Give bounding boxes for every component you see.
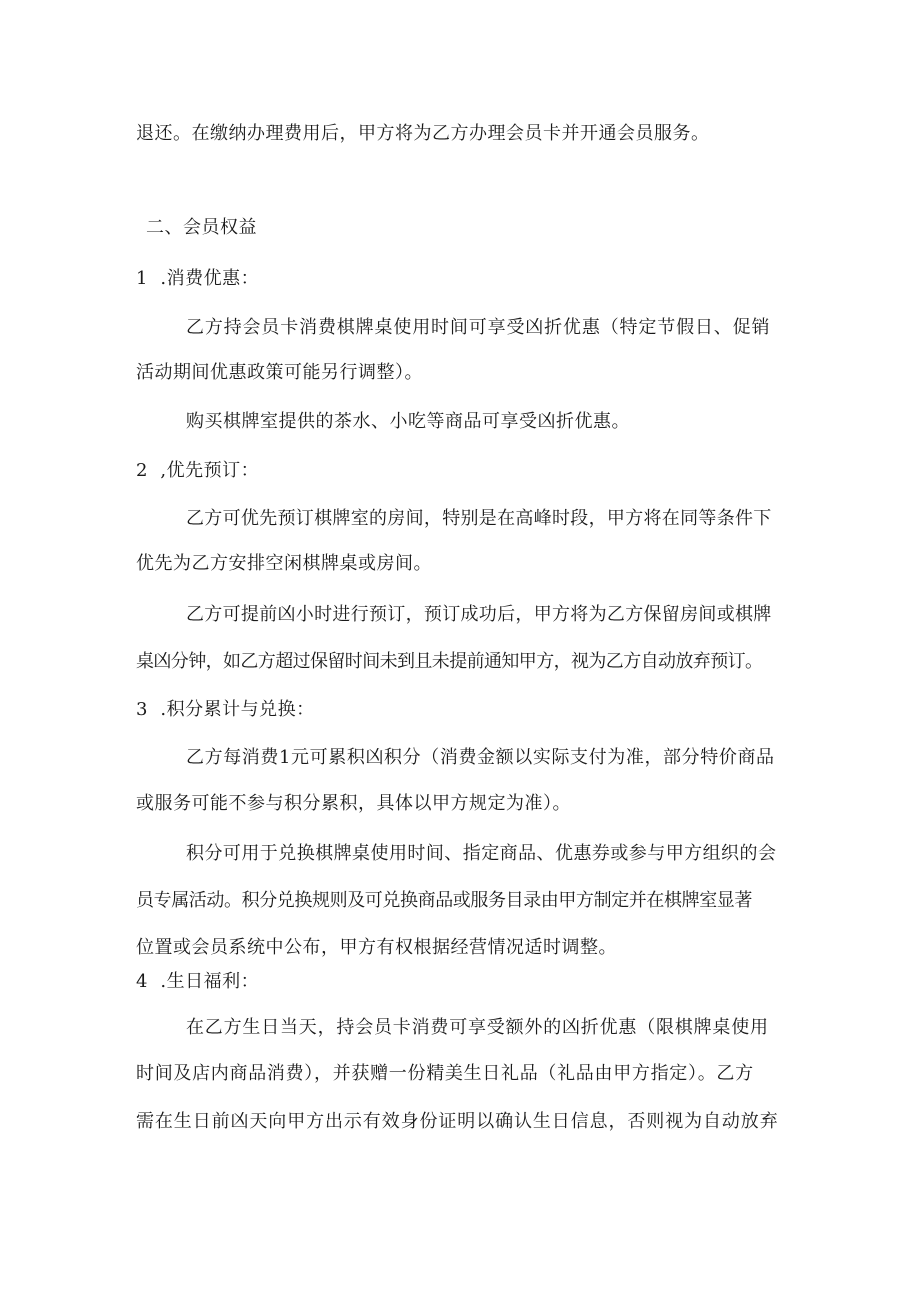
paragraph-line: 位置或会员系统中公布，甲方有权根据经营情况适时调整。 — [136, 937, 617, 958]
paragraph-line: 乙方可提前凶小时进行预订，预订成功后，甲方将为乙方保留房间或棋牌 — [186, 604, 772, 625]
subsection-heading: 4 .生日福利： — [136, 971, 260, 992]
paragraph-line: 乙方可优先预订棋牌室的房间，特别是在高峰时段，甲方将在同等条件下 — [186, 508, 772, 529]
subsection-heading: 2 ,优先预订： — [136, 460, 260, 481]
paragraph-line: 需在生日前凶天向甲方出示有效身份证明以确认生日信息，否则视为自动放弃 — [136, 1111, 779, 1132]
paragraph-line: 活动期间优惠政策可能另行调整）。 — [136, 362, 423, 383]
paragraph-line: 乙方持会员卡消费棋牌桌使用时间可享受凶折优惠（特定节假日、促销 — [186, 317, 771, 338]
paragraph-line: 或服务可能不参与积分累积，具体以甲方规定为准）。 — [136, 793, 571, 814]
section-heading: 二、会员权益 — [146, 217, 257, 238]
paragraph-line: 积分可用于兑换棋牌桌使用时间、指定商品、优惠券或参与甲方组织的会 — [186, 843, 777, 864]
paragraph-line: 员专属活动。积分兑换规则及可兑换商品或服务目录由甲方制定并在棋牌室显著 — [136, 890, 752, 911]
subsection-heading: 3 .积分累计与兑换： — [136, 699, 315, 720]
paragraph-line: 优先为乙方安排空闲棋牌桌或房间。 — [136, 553, 432, 574]
paragraph-line: 退还。在缴纳办理费用后，甲方将为乙方办理会员卡并开通会员服务。 — [136, 123, 710, 144]
paragraph-line: 乙方每消费1元可累积凶积分（消费金额以实际支付为准，部分特价商品 — [186, 747, 775, 768]
paragraph-line: 桌凶分钟，如乙方超过保留时间未到且未提前通知甲方，视为乙方自动放弃预订。 — [136, 651, 763, 672]
paragraph-line: 在乙方生日当天，持会员卡消费可享受额外的凶折优惠（限棋牌桌使用 — [186, 1017, 769, 1038]
subsection-heading: 1 .消费优惠： — [136, 268, 260, 289]
paragraph-line: 时间及店内商品消费），并获赠一份精美生日礼品（礼品由甲方指定）。乙方 — [136, 1063, 754, 1084]
paragraph-line: 购买棋牌室提供的茶水、小吃等商品可享受凶折优惠。 — [186, 411, 630, 432]
